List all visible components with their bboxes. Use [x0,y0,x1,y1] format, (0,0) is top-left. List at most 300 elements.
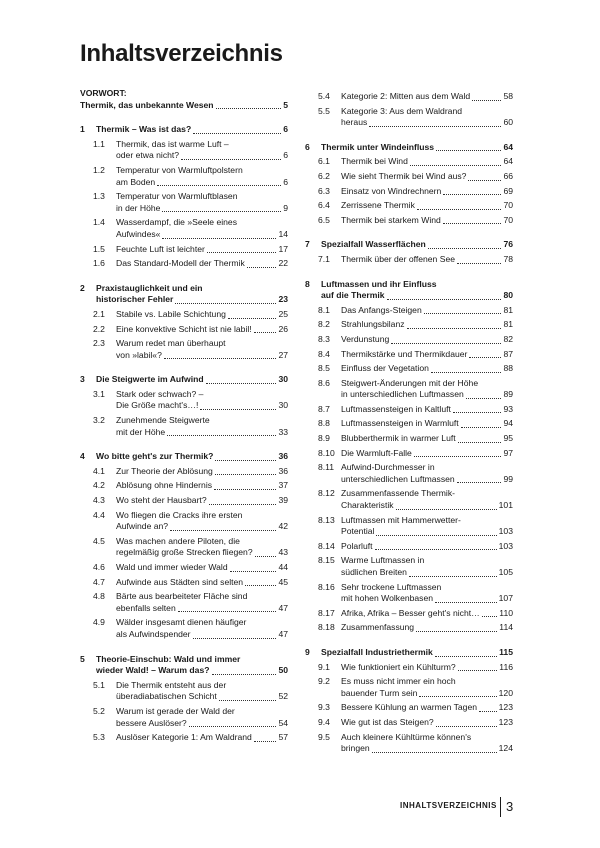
dot-leader [458,670,498,671]
toc-entry-title: Das Standard-Modell der Thermik [116,258,245,269]
toc-entry-number: 2.3 [93,338,105,349]
toc-entry-number: 8.12 [318,488,335,499]
toc-entry-title: Polarluft [341,540,373,551]
toc-entry-number: 6.5 [318,214,330,225]
dot-leader [255,556,277,557]
toc-section-entry [305,200,513,212]
dot-leader [375,549,497,550]
dot-leader [228,318,277,319]
toc-entry-number: 8.10 [318,447,335,458]
toc-entry-title: Zunehmende Steigwerte mit der Höhe [116,415,210,437]
toc-entry-page: 36 [278,465,288,476]
toc-entry-number: 8.5 [318,363,330,374]
toc-entry-title: Warme Luftmassen in südlichen Breiten [341,555,425,577]
toc-entry-page: 101 [498,500,513,511]
toc-entry-number: 6.2 [318,170,330,181]
toc-entry-page: 76 [503,239,513,250]
toc-entry-page: 33 [278,426,288,437]
dot-leader [162,238,276,239]
dot-leader [396,509,497,510]
toc-section-entry [305,215,513,227]
page-title: Inhaltsverzeichnis [80,40,283,67]
toc-entry-number: 4.4 [93,509,105,520]
toc-chapter-entry [80,124,288,136]
toc-entry-title: Temperatur von Warmluftpolstern am Boden [116,164,243,187]
dot-leader [472,100,501,101]
dot-leader [247,267,277,268]
toc-entry-number: 8.4 [318,348,330,359]
toc-entry-title: Die Thermik entsteht aus der überadiabatischen Schicht [116,679,227,702]
toc-section-entry [305,106,513,129]
toc-entry-title: Wald und immer wieder Wald [116,562,228,572]
toc-section-entry [305,702,513,714]
toc-section-entry [305,448,513,460]
dot-leader [482,616,498,617]
toc-section-entry [80,258,288,270]
toc-entry-number: 8.7 [318,403,330,414]
toc-entry-title: Praxistauglichkeit und ein historischer Fehler [96,282,203,305]
toc-entry-page: 60 [503,117,513,128]
toc-section-entry [305,418,513,430]
toc-chapter-entry [305,142,513,154]
toc-entry-title: Einfluss der Vegetation [341,363,429,374]
toc-section-entry [80,495,288,507]
toc-section-entry [305,334,513,346]
toc-entry-title: Wasserdampf, die »Seele eines Aufwindes« [116,217,238,239]
toc-entry-page: 69 [503,185,513,196]
toc-entry-title: Stark oder schwach? – Die Größe macht's…! [116,388,204,411]
toc-entry-number: 4.9 [93,617,105,628]
toc-entry-page: 39 [278,495,288,506]
toc-section-entry [80,680,288,703]
toc-entry-page: 70 [503,200,513,211]
toc-entry-page: 6 [283,124,288,135]
toc-section-entry [305,433,513,445]
toc-entry-page: 22 [278,258,288,269]
toc-entry-number: 8.2 [318,319,330,330]
toc-entry-page: 30 [278,374,288,385]
toc-entry-number: 8.8 [318,418,330,429]
toc-section-entry [80,480,288,492]
toc-entry-number: 9.2 [318,676,330,687]
toc-entry-page: 116 [499,661,513,672]
toc-section-entry [305,717,513,729]
toc-section-entry [305,363,513,375]
toc-entry-page: 94 [503,418,513,429]
toc-entry-title: Zur Theorie der Ablösung [116,465,213,476]
toc-entry-title: Warum redet man überhaupt von »labil«? [116,338,226,360]
dot-leader [193,133,281,134]
toc-section-entry [305,91,513,103]
toc-entry-number: 9.1 [318,661,330,672]
toc-entry-title: Steigwert-Änderungen mit der Höhe in unterschiedlichen Luftmassen [341,377,479,400]
toc-entry-title: Thermik über der offenen See [341,253,456,264]
toc-entry-number: 8.6 [318,377,330,388]
toc-section-entry [305,582,513,605]
toc-entry-page: 97 [503,447,513,458]
toc-entry-page: 47 [278,602,288,613]
dot-leader [414,456,502,457]
toc-entry-page: 124 [498,743,513,754]
toc-entry-page: 105 [498,567,513,577]
toc-section-entry [80,338,288,361]
toc-entry-title: Kategorie 2: Mitten aus dem Wald [341,91,471,101]
toc-entry-page: 81 [503,319,513,330]
toc-chapter-entry [80,451,288,463]
toc-entry-number: 2.2 [93,323,105,334]
dot-leader [207,252,277,253]
toc-entry-page: 115 [499,646,513,657]
dot-leader [419,696,496,697]
toc-entry-title: Die Warmluft-Falle [341,447,412,458]
toc-entry-page: 95 [503,433,513,444]
toc-section-entry [80,536,288,559]
toc-entry-number: 8.9 [318,433,330,444]
dot-leader [457,263,501,264]
dot-leader [254,332,277,333]
toc-entry-number: 3.2 [93,415,105,426]
toc-entry-number: 4.5 [93,535,105,546]
dot-leader [453,412,502,413]
dot-leader [209,504,277,505]
dot-leader [417,209,502,210]
toc-chapter-entry [305,279,513,302]
toc-entry-title: Thermik unter Windeinfluss [321,141,435,152]
toc-entry-title: VORWORT: Thermik, das unbekannte Wesen [80,88,214,110]
toc-column-right [305,88,513,755]
toc-entry-page: 52 [278,691,288,702]
toc-entry-number: 9.5 [318,731,330,742]
toc-entry-page: 114 [499,622,513,633]
dot-leader [178,611,277,612]
dot-leader [468,180,501,181]
toc-entry-title: Zusammenfassung [341,622,415,633]
toc-section-entry [80,466,288,478]
toc-entry-page: 23 [278,294,288,305]
toc-entry-number: 9 [305,646,310,657]
toc-section-entry [305,171,513,183]
toc-entry-number: 8.11 [318,462,335,473]
dot-leader [469,357,501,358]
dot-leader [458,442,502,443]
toc-entry-title: Stabile vs. Labile Schichtung [116,308,226,319]
toc-section-entry [80,577,288,589]
toc-entry-title: Wo fliegen die Cracks ihre ersten Aufwinde an? [116,509,243,532]
toc-entry-number: 7.1 [318,253,330,264]
toc-section-entry [305,186,513,198]
toc-entry-number: 5.4 [318,91,330,101]
toc-entry-number: 7 [305,239,310,250]
dot-leader [206,383,277,384]
toc-entry-number: 8.3 [318,333,330,344]
toc-entry-number: 8.15 [318,555,335,566]
toc-entry-number: 1.6 [93,258,105,269]
toc-entry-number: 1.4 [93,217,105,228]
toc-section-entry [305,378,513,401]
toc-entry-page: 54 [278,717,288,728]
toc-entry-title: Spezialfall Industriethermik [321,646,433,657]
dot-leader [189,726,277,727]
toc-entry-number: 4 [80,451,85,462]
toc-entry-number: 4.2 [93,480,105,491]
toc-entry-title: Luftmassensteigen in Kaltluft [341,403,451,414]
toc-entry-page: 50 [278,665,288,676]
dot-leader [372,752,497,753]
dot-leader [416,631,497,632]
dot-leader [214,489,276,490]
toc-entry-title: Luftmassensteigen in Warmluft [341,418,459,429]
dot-leader [457,482,502,483]
toc-entry-number: 5.5 [318,105,330,116]
toc-entry-title: Spezialfall Wasserflächen [321,239,426,250]
page-number: 3 [506,799,514,814]
toc-entry-page: 89 [503,389,513,400]
dot-leader [435,656,497,657]
dot-leader [162,211,281,212]
toc-entry-page: 93 [503,403,513,414]
toc-entry-title: Auch kleinere Kühltürme können's bringen [341,731,472,754]
toc-entry-number: 8.13 [318,514,335,525]
toc-entry-page: 17 [278,243,288,254]
toc-entry-number: 6.1 [318,156,330,167]
toc-section-entry [305,254,513,266]
toc-entry-number: 8.1 [318,304,330,315]
toc-section-entry [80,415,288,438]
dot-leader [193,638,277,639]
toc-entry-title: Bärte aus bearbeiteter Fläche sind ebenfalls selten [116,591,248,613]
dot-leader [164,358,277,359]
toc-entry-number: 8 [305,278,310,289]
toc-entry-page: 9 [283,202,288,213]
toc-entry-number: 9.3 [318,702,330,713]
toc-entry-page: 36 [278,451,288,462]
toc-entry-title: Auslöser Kategorie 1: Am Waldrand [116,732,252,743]
toc-entry-page: 70 [503,214,513,225]
toc-entry-page: 5 [283,99,288,110]
dot-leader [387,299,502,300]
toc-entry-page: 88 [503,363,513,374]
toc-entry-number: 8.14 [318,540,335,551]
toc-entry-title: Luftmassen und ihr Einfluss auf die Thermik [321,278,437,301]
toc-section-entry [305,462,513,485]
toc-entry-page: 81 [503,304,513,315]
toc-entry-title: Bessere Kühlung an warmen Tagen [341,702,477,713]
toc-entry-page: 44 [278,562,288,572]
toc-entry-page: 78 [503,253,513,264]
toc-entry-number: 3 [80,374,85,385]
toc-entry-number: 4.1 [93,465,105,476]
toc-section-entry [305,608,513,620]
toc-entry-title: Thermik bei Wind [341,156,408,167]
toc-entry-page: 47 [278,628,288,639]
toc-entry-number: 6.4 [318,200,330,211]
toc-entry-title: Zusammenfassende Thermik- Charakteristik [341,488,455,511]
toc-entry-page: 42 [278,521,288,532]
toc-section-entry [305,541,513,553]
toc-section-entry [80,324,288,336]
dot-leader [369,126,501,127]
toc-section-entry [305,662,513,674]
toc-entry-page: 66 [503,170,513,181]
running-footer: INHALTSVERZEICHNIS [400,801,497,810]
toc-entry-page: 123 [498,702,513,713]
toc-entry-title: Wie sieht Thermik bei Wind aus? [341,170,467,181]
toc-entry-title: Thermik – Was ist das? [96,124,192,135]
dot-leader [436,726,497,727]
dot-leader [436,150,501,151]
toc-entry-title: Thermikstärke und Thermikdauer [341,348,468,359]
toc-section-entry [305,676,513,699]
toc-entry-title: Aufwind-Durchmesser in unterschiedlichen Luftmassen [341,462,455,484]
dot-leader [215,474,277,475]
toc-entry-number: 1.2 [93,164,105,175]
toc-entry-number: 1 [80,124,85,135]
toc-entry-number: 1.1 [93,138,105,149]
toc-section-entry [305,732,513,755]
toc-entry-number: 5.2 [93,705,105,716]
toc-entry-title: Wie gut ist das Steigen? [341,716,434,727]
dot-leader [219,700,277,701]
toc-entry-page: 6 [283,176,288,187]
dot-leader [443,194,501,195]
toc-section-entry [80,309,288,321]
toc-entry-number: 9.4 [318,716,330,727]
toc-entry-page: 123 [498,716,513,727]
toc-section-entry [305,156,513,168]
dot-leader [200,409,276,410]
dot-leader [170,530,276,531]
toc-entry-title: Afrika, Afrika – Besser geht's nicht… [341,607,480,618]
toc-entry-number: 5.1 [93,679,105,690]
dot-leader [175,303,276,304]
toc-section-entry [80,510,288,533]
toc-section-entry [305,305,513,317]
toc-section-entry [80,389,288,412]
toc-entry-number: 1.5 [93,243,105,254]
toc-entry-title: Blubberthermik in warmer Luft [341,433,456,444]
toc-entry-number: 6 [305,141,310,152]
toc-section-entry [80,244,288,256]
dot-leader [461,427,502,428]
toc-section-entry [305,404,513,416]
toc-entry-title: Feuchte Luft ist leichter [116,243,205,254]
dot-leader [376,535,496,536]
dot-leader [424,313,502,314]
toc-entry-title: Was machen andere Piloten, die regelmäßig große Strecken fliegen? [116,535,253,558]
toc-entry-title: Ablösung ohne Hindernis [116,480,213,491]
toc-column-left [80,88,288,744]
dot-leader [410,165,502,166]
toc-entry-number: 6.3 [318,185,330,196]
toc-entry-number: 4.6 [93,562,105,572]
toc-entry-page: 64 [503,156,513,167]
toc-entry-page: 26 [278,323,288,334]
toc-entry-page: 80 [503,290,513,301]
dot-leader [245,585,276,586]
dot-leader [479,711,497,712]
toc-chapter-entry [305,647,513,659]
footer-divider [500,797,501,817]
toc-entry-page: 87 [503,348,513,359]
toc-entry-number: 1.3 [93,191,105,202]
toc-entry-page: 64 [503,141,513,152]
toc-entry-number: 3.1 [93,388,105,399]
toc-entry-number: 8.17 [318,607,335,618]
toc-section-entry [80,139,288,162]
toc-section-entry [305,319,513,331]
toc-entry-page: 27 [278,349,288,360]
toc-entry-title: Thermik, das ist warme Luft – oder etwa nicht? [116,138,229,161]
dot-leader [181,159,281,160]
toc-entry-number: 5 [80,653,85,664]
toc-entry-number: 8.16 [318,581,335,592]
toc-entry-number: 2 [80,282,85,293]
toc-section-entry [305,622,513,634]
toc-entry-title: Kategorie 3: Aus dem Waldrand heraus [341,105,463,128]
toc-entry-page: 14 [278,228,288,239]
toc-entry-title: Sehr trockene Luftmassen mit hohen Wolkenbasen [341,581,442,604]
toc-entry-page: 120 [498,687,513,698]
toc-entry-title: Theorie-Einschub: Wald und immer wieder Wald! – Warum das? [96,653,241,676]
dot-leader [215,460,276,461]
toc-entry-page: 25 [278,308,288,319]
dot-leader [216,108,282,109]
dot-leader [409,576,497,577]
toc-entry-page: 107 [498,593,513,604]
toc-section-entry [305,488,513,511]
dot-leader [428,248,502,249]
toc-entry-title: Thermik bei starkem Wind [341,214,441,225]
dot-leader [167,435,276,436]
toc-entry-title: Wo steht der Hausbart? [116,495,207,506]
toc-entry-title: Strahlungsbilanz [341,319,405,330]
toc-entry-page: 82 [503,333,513,344]
dot-leader [391,343,501,344]
toc-entry-page: 30 [278,400,288,411]
toc-chapter-entry [80,654,288,677]
toc-entry-title: Einsatz von Windrechnern [341,185,442,196]
toc-entry-page: 103 [498,526,513,537]
toc-section-entry [80,191,288,214]
toc-entry-title: Das Anfangs-Steigen [341,304,422,315]
toc-chapter-entry [80,283,288,306]
toc-entry-title: Luftmassen mit Hammerwetter- Potential [341,514,461,537]
toc-entry-page: 110 [499,607,513,618]
dot-leader [431,372,502,373]
toc-entry-title: Wälder insgesamt dienen häufiger als Aufwindspender [116,617,247,639]
toc-entry-page: 6 [283,150,288,161]
toc-section-entry [305,515,513,538]
toc-entry-page: 43 [278,547,288,558]
dot-leader [435,602,497,603]
toc-entry-page: 99 [503,473,513,484]
toc-section-entry [80,706,288,729]
toc-entry-title: Die Steigwerte im Aufwind [96,374,204,385]
toc-chapter-entry [80,374,288,386]
toc-section-entry [80,165,288,188]
toc-entry-number: 4.8 [93,591,105,602]
toc-section-entry [80,591,288,614]
toc-section-entry [80,562,288,574]
dot-leader [407,328,502,329]
toc-entry-title: Eine konvektive Schicht ist nie labil! [116,323,252,334]
toc-entry-number: 8.18 [318,622,335,633]
toc-entry-title: Wo bitte geht's zur Thermik? [96,451,214,462]
toc-entry-title: Verdunstung [341,333,390,344]
toc-entry-title: Warum ist gerade der Wald der bessere Auslöser? [116,705,235,728]
dot-leader [443,223,502,224]
dot-leader [212,674,277,675]
